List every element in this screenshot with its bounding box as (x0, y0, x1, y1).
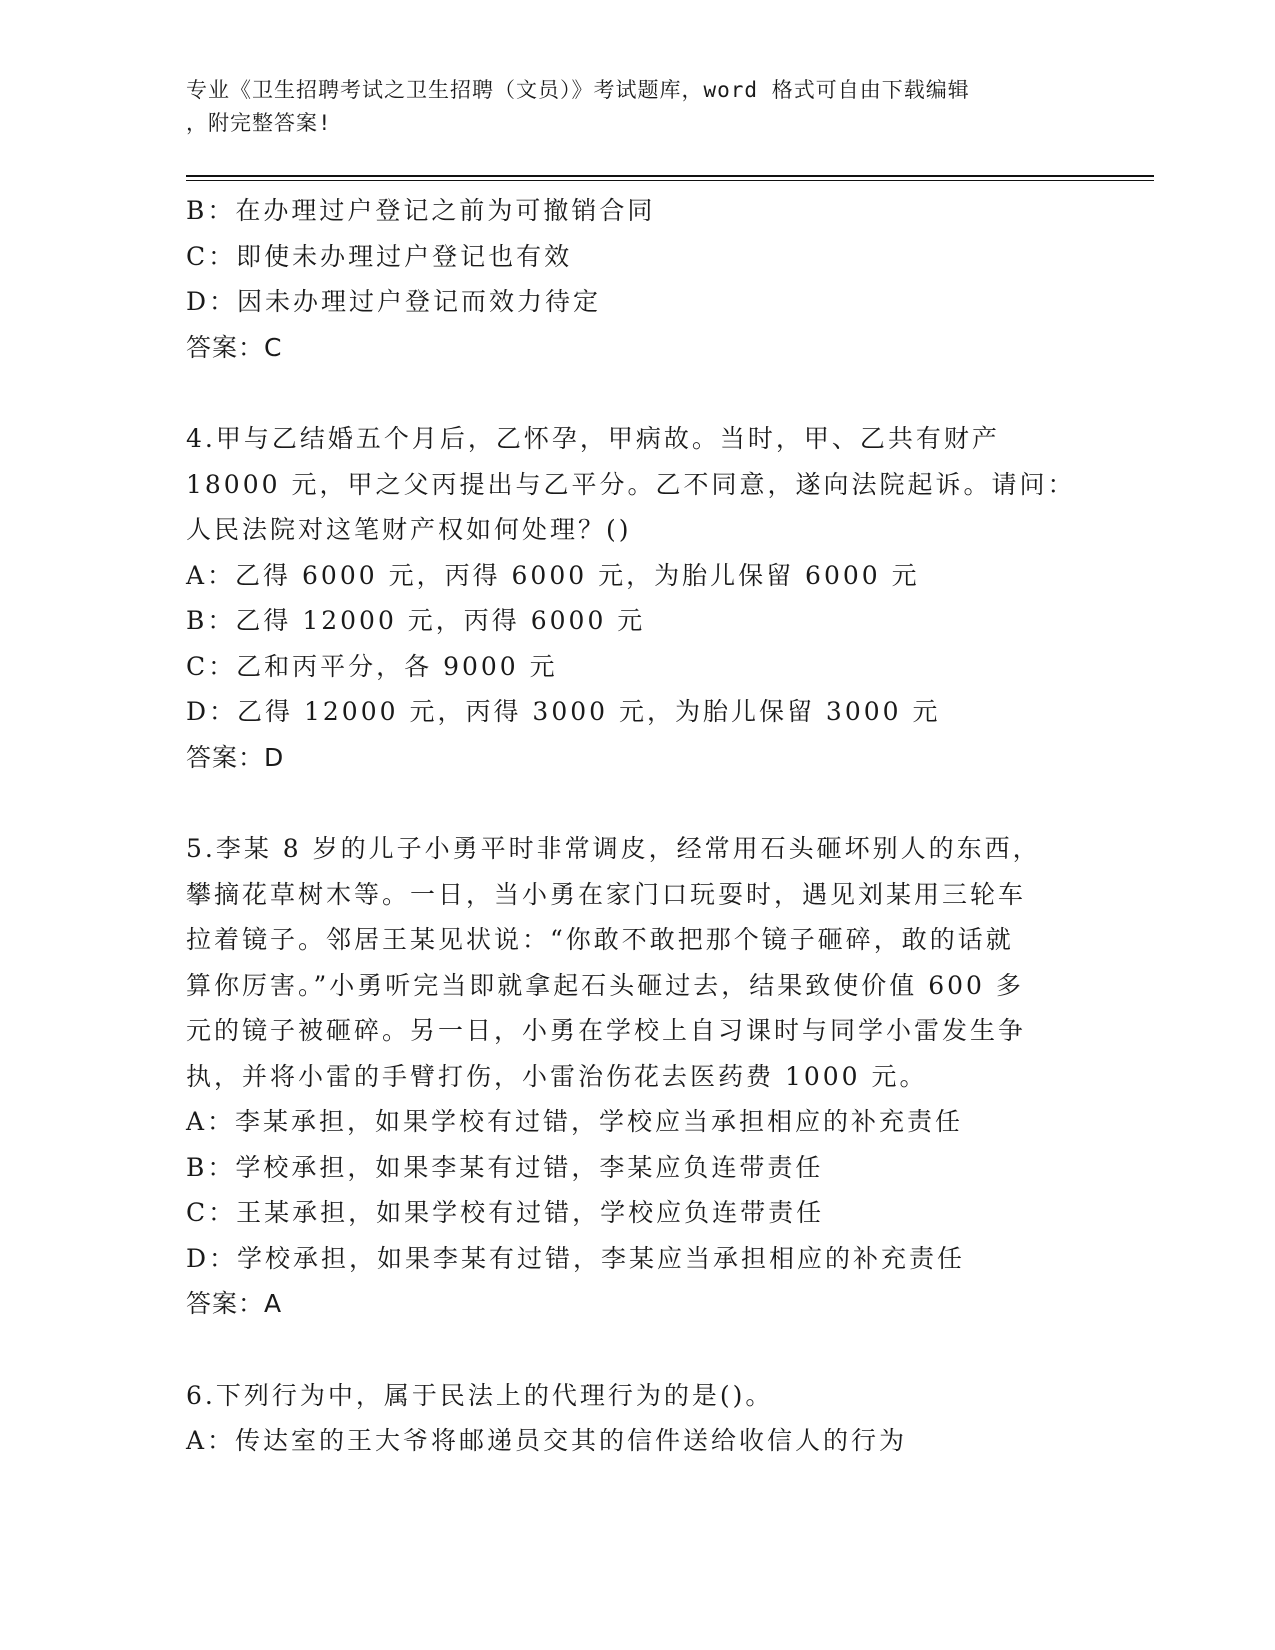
page-header (186, 74, 1086, 140)
question-stem-line: 人民法院对这笔财产权如何处理？() (186, 515, 632, 544)
question-stem-line: 算你厉害。”小勇听完当即就拿起石头砸过去，结果致使价值 600 多 (186, 970, 1024, 1000)
option-a: A：李某承担，如果学校有过错，学校应当承担相应的补充责任 (186, 1107, 964, 1136)
header-line: ，附完整答案! (186, 111, 332, 135)
question-list (186, 188, 1076, 1464)
answer: 答案：D (186, 742, 285, 772)
option-c: C：即使未办理过户登记也有效 (186, 241, 573, 271)
question-5 (186, 826, 1066, 1327)
question-stem-line: 5.李某 8 岁的儿子小勇平时非常调皮，经常用石头砸坏别人的东西， (186, 834, 1041, 863)
answer: 答案：A (186, 1289, 283, 1318)
answer: 答案：C (186, 332, 283, 362)
option-d: D：学校承担，如果李某有过错，李某应当承担相应的补充责任 (186, 1243, 966, 1273)
option-b: B：学校承担，如果李某有过错，李某应负连带责任 (186, 1152, 824, 1182)
question-4 (186, 416, 1076, 780)
header-divider (186, 175, 1154, 177)
question-6 (186, 1373, 1066, 1464)
question-stem-line: 执，并将小雷的手臂打伤，小雷治伤花去医药费 1000 元。 (186, 1061, 928, 1091)
question-stem-line: 4.甲与乙结婚五个月后，乙怀孕，甲病故。当时，甲、乙共有财产 (186, 424, 1000, 453)
option-d: D：因未办理过户登记而效力待定 (186, 287, 602, 316)
header-line: 专业《卫生招聘考试之卫生招聘（文员）》考试题库，word 格式可自由下载编辑 (186, 78, 970, 102)
option-b: B：在办理过户登记之前为可撤销合同 (186, 196, 656, 225)
spacer (186, 370, 1066, 416)
option-b: B：乙得 12000 元，丙得 6000 元 (186, 606, 646, 635)
option-c: C：乙和丙平分，各 9000 元 (186, 651, 558, 681)
header-divider (186, 180, 1154, 181)
option-c: C：王某承担，如果学校有过错，学校应负连带责任 (186, 1198, 825, 1227)
question-3-tail (186, 188, 1066, 370)
option-a: A：传达室的王大爷将邮递员交其的信件送给收信人的行为 (186, 1426, 908, 1455)
question-stem-line: 拉着镜子。邻居王某见状说：“你敢不敢把那个镜子砸碎，敢的话就 (186, 925, 1014, 954)
question-stem-line: 元的镜子被砸碎。另一日，小勇在学校上自习课时与同学小雷发生争 (186, 1016, 1027, 1045)
option-a: A：乙得 6000 元，丙得 6000 元，为胎儿保留 6000 元 (186, 560, 920, 590)
question-stem-line: 18000 元，甲之父丙提出与乙平分。乙不同意，遂向法院起诉。请问： (186, 469, 1076, 499)
option-d: D：乙得 12000 元，丙得 3000 元，为胎儿保留 3000 元 (186, 697, 941, 726)
question-stem-line: 攀摘花草树木等。一日，当小勇在家门口玩耍时，遇见刘某用三轮车 (186, 879, 1027, 909)
spacer (186, 1327, 1066, 1373)
question-stem-line: 6.下列行为中，属于民法上的代理行为的是()。 (186, 1380, 774, 1410)
spacer (186, 780, 1066, 826)
